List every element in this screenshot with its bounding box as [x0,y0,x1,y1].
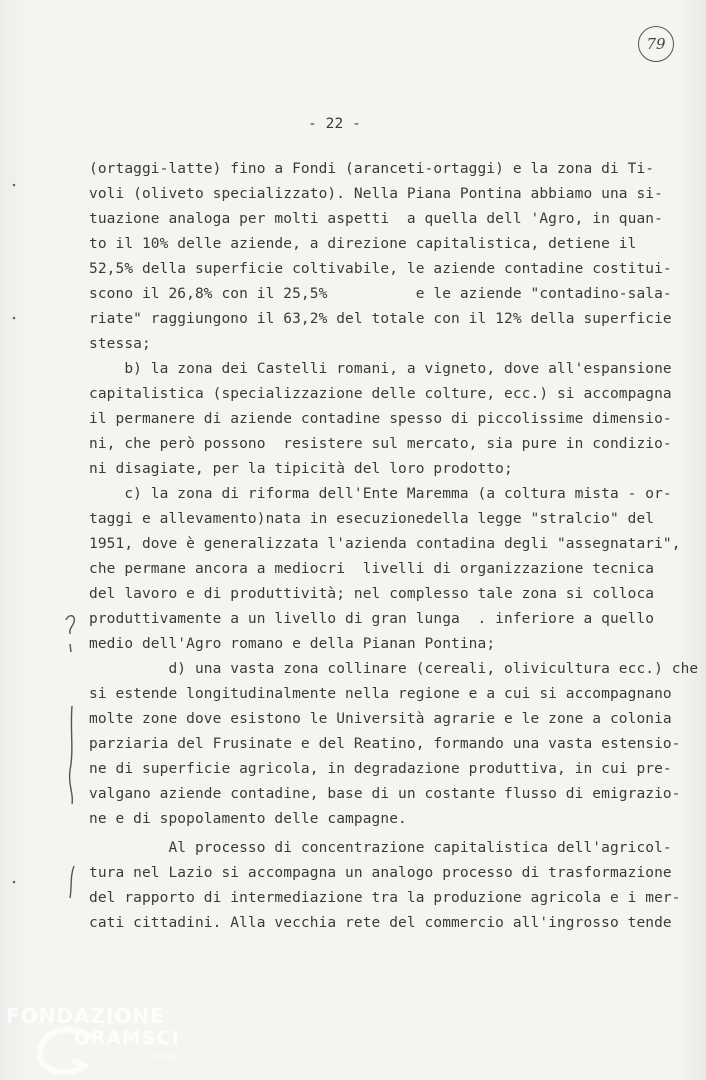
text-line: tura nel Lazio si accompagna un analogo processo di trasformazione [89,865,672,881]
text-line: (ortaggi-latte) fino a Fondi (aranceti-ortaggi) e la zona di Ti- [89,161,655,177]
text-line: cati cittadini. Alla vecchia rete del commercio all'ingrosso tende [89,915,672,931]
text-line: taggi e allevamento)nata in esecuzionedella legge "stralcio" del [89,511,655,527]
text-line: tuazione analoga per molti aspetti a quella dell 'Agro, in quan- [89,211,663,227]
text-line: b) la zona dei Castelli romani, a vigneto, dove all'espansione [89,361,672,377]
text-line: c) la zona di riforma dell'Ente Maremma (a coltura mista - or- [89,486,672,502]
hole-punch-dots [2,140,32,900]
text-line: che permane ancora a mediocri livelli di organizzazione tecnica [89,561,655,577]
text-line: riate" raggiungono il 63,2% del totale con il 12% della superficie [89,311,672,327]
text-line: capitalistica (specializzazione delle colture, ecc.) si accompagna [89,386,672,402]
margin-question-mark [58,610,82,660]
watermark-logo [4,1000,184,1080]
text-line: medio dell'Agro romano e della Pianan Pontina; [89,636,496,652]
text-line: si estende longitudinalmente nella regione e a cui si accompagnano [89,686,672,702]
text-line: voli (oliveto specializzato). Nella Piana Pontina abbiamo una si- [89,186,663,202]
text-line: del lavoro e di produttività; nel complesso tale zona si colloca [89,586,655,602]
margin-bracket-mark [58,862,82,902]
text-line: il permanere di aziende contadine spesso di piccolissime dimensio- [89,411,672,427]
text-line: produttivamente a un livello di gran lunga . inferiore a quello [89,611,655,627]
watermark-line2: GRAMSCI [74,1027,180,1049]
text-line: parziaria del Frusinate e del Reatino, formando una vasta estensio- [89,736,681,752]
text-line: ne di superficie agricola, in degradazione produttiva, in cui pre- [89,761,672,777]
watermark-line1: FONDAZIONE [6,1004,165,1028]
text-line: d) una vasta zona collinare (cereali, olivicultura ecc.) che [89,661,699,677]
text-line: 1951, dove è generalizzata l'azienda contadina degli "assegnatari", [89,536,681,552]
text-line: del rapporto di intermediazione tra la produzione agricola e i mer- [89,890,681,906]
archive-page-number: 79 [638,26,674,62]
text-line: scono il 26,8% con il 25,5% e le aziende "contadino-sala- [89,286,672,302]
text-line: valgano aziende contadine, base di un costante flusso di emigrazio- [89,786,681,802]
text-line: to il 10% delle aziende, a direzione capitalistica, detiene il [89,236,637,252]
text-line: 52,5% della superficie coltivabile, le aziende contadine costitui- [89,261,672,277]
text-line: stessa; [89,336,151,352]
page-number: - 22 - [308,116,361,132]
watermark-sub: onlus [150,1051,177,1062]
text-line: Al processo di concentrazione capitalistica dell'agricol- [89,840,672,856]
text-line: ne e di spopolamento delle campagne. [89,811,407,827]
text-line: ni disagiate, per la tipicità del loro prodotto; [89,461,513,477]
margin-bracket-mark [58,700,82,810]
text-line: molte zone dove esistono le Università agrarie e le zone a colonia [89,711,672,727]
text-line: ni, che però possono resistere sul mercato, sia pure in condizio- [89,436,672,452]
